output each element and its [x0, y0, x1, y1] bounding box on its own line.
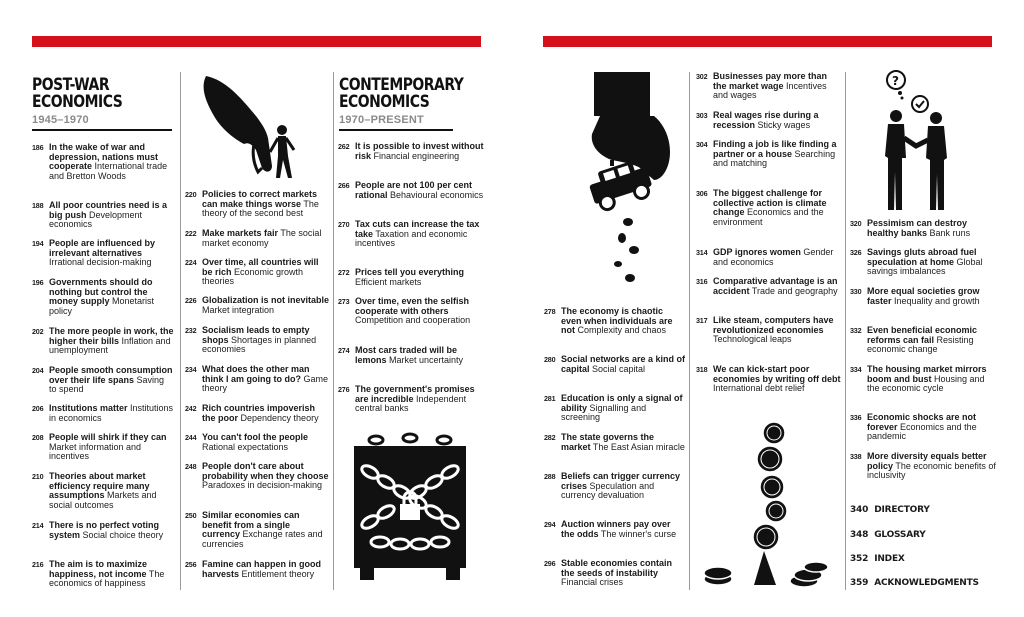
entry-text [185, 462, 330, 491]
page-number: 188 [32, 201, 44, 210]
entry-text [338, 297, 486, 326]
page-number: 274 [338, 346, 350, 355]
entry-subtitle: Institutions in economics [49, 403, 174, 423]
entry-title: Even beneficial economic reforms can fail [867, 325, 978, 345]
backmatter-label: ACKNOWLEDGMENTS [874, 578, 979, 588]
entry-subtitle: Financial engineering [373, 150, 460, 161]
page-number: 194 [32, 239, 44, 248]
page-number: 330 [850, 287, 862, 296]
section-rule [339, 129, 453, 131]
page-number: 336 [850, 413, 862, 422]
page-number: 306 [696, 189, 708, 198]
entry-text [696, 277, 841, 296]
page-number: 262 [338, 142, 350, 151]
entry-text [338, 268, 486, 287]
entry-subtitle: The theory of the second best [202, 198, 319, 219]
contents-entry[interactable] [32, 327, 174, 356]
entry-subtitle: Rational expectations [202, 441, 289, 452]
entry-title: Beliefs can trigger currency crises [561, 471, 681, 491]
contents-entry[interactable] [850, 326, 998, 355]
entry-subtitle: Economics and the environment [713, 207, 824, 227]
entry-subtitle: Inflation and unemployment [49, 335, 171, 356]
contents-entry[interactable] [32, 433, 174, 462]
backmatter-entry[interactable] [850, 505, 930, 515]
entry-text [850, 326, 998, 355]
handshake-illustration [880, 68, 952, 214]
entry-subtitle: Economic growth theories [202, 266, 304, 287]
page-number: 234 [185, 365, 197, 374]
entry-title: Institutions matter [49, 403, 128, 413]
entry-text [696, 316, 841, 345]
entry-subtitle: Saving to spend [49, 374, 165, 395]
entry-subtitle: Resisting economic change [867, 334, 974, 355]
page-number: 318 [696, 365, 708, 374]
entry-text [32, 366, 174, 395]
page-number: 314 [696, 248, 708, 257]
page-number: 210 [32, 472, 44, 481]
entry-text [32, 433, 174, 462]
contents-entry[interactable] [185, 511, 330, 549]
entry-subtitle: International trade and Bretton Woods [49, 161, 168, 181]
entry-text [850, 248, 998, 277]
contents-entry[interactable] [696, 111, 841, 130]
entry-title: Over time, all countries will be rich [202, 257, 319, 277]
page-number: 208 [32, 433, 44, 442]
entry-text [850, 219, 998, 238]
contents-entry[interactable] [185, 404, 330, 423]
page-number: 282 [544, 433, 556, 442]
contents-entry[interactable] [338, 142, 486, 161]
page-number: 302 [696, 72, 708, 81]
entry-text [544, 559, 686, 588]
page-number: 244 [185, 433, 197, 442]
contents-entry[interactable] [338, 268, 486, 287]
entry-subtitle: Gender and economics [713, 247, 834, 267]
entry-title: The housing market mirrors boom and bust [867, 364, 987, 384]
entry-subtitle: Signalling and screening [561, 402, 647, 423]
backmatter-entry[interactable] [850, 554, 905, 564]
contents-entry[interactable] [850, 248, 998, 277]
entry-title: There is no perfect voting system [49, 520, 160, 540]
entry-title: The state governs the market [561, 432, 655, 452]
entry-text [850, 287, 998, 306]
backmatter-entry[interactable] [850, 578, 979, 588]
entry-subtitle: Searching and matching [713, 148, 836, 169]
entry-title: Similar economies can benefit from a single currency [202, 510, 300, 540]
page-number: 296 [544, 559, 556, 568]
page-number: 359 [850, 578, 869, 588]
entry-text [544, 355, 686, 374]
entry-subtitle: Paradoxes in decision-making [202, 480, 323, 491]
page-number: 250 [185, 511, 197, 520]
entry-subtitle: Competition and cooperation [355, 315, 471, 326]
entry-subtitle: The economics of happiness [49, 568, 165, 589]
page-number: 226 [185, 296, 197, 305]
contents-entry[interactable] [185, 462, 330, 491]
entry-subtitle: The East Asian miracle [592, 441, 685, 452]
section-title-contemporary: CONTEMPORARY ECONOMICS [339, 75, 464, 112]
section-years-postwar: 1945–1970 [32, 114, 89, 126]
entry-title: We can kick-start poor economies by writing off debt [713, 364, 841, 384]
entry-title: Over time, even the selfish cooperate with others [355, 296, 470, 316]
entry-subtitle: Trade and geography [751, 285, 838, 296]
entry-title: Stable economies contain the seeds of instability [561, 558, 673, 578]
entry-subtitle: Speculation and currency devaluation [561, 480, 655, 501]
entry-text [338, 181, 486, 200]
contents-entry[interactable] [544, 472, 686, 501]
entry-subtitle: Market information and incentives [49, 441, 142, 462]
entry-title: What does the other man think I am going to do? [202, 364, 310, 384]
page-number: 248 [185, 462, 197, 471]
entry-subtitle: Dependency theory [240, 412, 319, 423]
page-number: 273 [338, 297, 350, 306]
contents-entry[interactable] [32, 278, 174, 316]
page-number: 320 [850, 219, 862, 228]
contents-entry[interactable] [185, 296, 330, 315]
contents-entry[interactable] [185, 190, 330, 219]
contents-entry[interactable] [850, 413, 998, 442]
entry-title: In the wake of war and depression, nations must cooperate [49, 142, 159, 172]
entry-title: People smooth consumption over their life spans [49, 365, 173, 385]
stacked-coins-illustration [698, 415, 836, 590]
entry-text [544, 394, 686, 423]
page-number: 276 [338, 385, 350, 394]
page-number: 216 [32, 560, 44, 569]
page-number: 222 [185, 229, 197, 238]
entry-title: All poor countries need is a big push [49, 200, 168, 220]
entry-title: Tax cuts can increase the tax take [355, 219, 480, 239]
entry-title: Theories about market efficiency require many assumptions [49, 471, 150, 501]
entry-subtitle: Monetarist policy [49, 296, 155, 316]
entry-subtitle: Market integration [202, 304, 275, 315]
entry-text [850, 365, 998, 394]
entry-text [338, 385, 486, 414]
contents-entry[interactable] [696, 277, 841, 296]
contents-entry[interactable] [696, 72, 841, 101]
entry-text [185, 326, 330, 355]
backmatter-label: DIRECTORY [874, 505, 930, 515]
contents-entry[interactable] [185, 326, 330, 355]
entry-subtitle: Technological leaps [713, 334, 792, 345]
contents-entry[interactable] [338, 220, 486, 249]
entry-text [544, 472, 686, 501]
entry-text [696, 189, 841, 227]
page-number: 294 [544, 520, 556, 529]
section-title-postwar: POST-WAR ECONOMICS [32, 75, 123, 112]
contents-entry[interactable] [185, 365, 330, 394]
backmatter-entry[interactable] [850, 530, 926, 540]
contents-entry[interactable] [850, 365, 998, 394]
entry-text [696, 111, 841, 130]
entry-title: Famine can happen in good harvests [202, 559, 322, 579]
entry-title: Social networks are a kind of capital [561, 354, 686, 374]
entry-title: Socialism leads to empty shops [202, 325, 310, 345]
entry-subtitle: Markets and social outcomes [49, 490, 157, 510]
entry-title: The aim is to maximize happiness, not income [49, 559, 148, 579]
entry-subtitle: Global savings imbalances [867, 256, 983, 277]
entry-title: More diversity equals better policy [867, 451, 987, 471]
entry-text [696, 365, 841, 394]
entry-title: Auction winners pay over the odds [561, 519, 671, 539]
entry-title: More equal societies grow faster [867, 286, 980, 306]
page-number: 202 [32, 327, 44, 336]
entry-title: The government's promises are incredible [355, 384, 475, 404]
contents-entry[interactable] [544, 355, 686, 374]
entry-title: People are not 100 per cent rational [355, 180, 473, 200]
entry-text [185, 296, 330, 315]
contents-entry[interactable] [185, 229, 330, 248]
contents-entry[interactable] [32, 201, 174, 230]
entry-text [696, 140, 841, 169]
entry-title: Like steam, computers have revolutionized economies [713, 315, 834, 335]
contents-entry[interactable] [544, 394, 686, 423]
backmatter-label: INDEX [874, 554, 905, 564]
entry-text [850, 452, 998, 481]
contents-entry[interactable] [850, 287, 998, 306]
entry-subtitle: Behavioural economics [390, 189, 484, 200]
page-number: 232 [185, 326, 197, 335]
page-number: 332 [850, 326, 862, 335]
entry-subtitle: Efficient markets [355, 276, 422, 287]
entry-text [185, 433, 330, 452]
page-number: 196 [32, 278, 44, 287]
entry-title: Savings gluts abroad fuel speculation at home [867, 247, 977, 267]
entry-title: Rich countries impoverish the poor [202, 403, 316, 423]
backmatter-label: GLOSSARY [874, 530, 926, 540]
contents-entry[interactable] [850, 452, 998, 481]
entry-text [185, 511, 330, 549]
page-number: 272 [338, 268, 350, 277]
entry-title: Policies to correct markets can make things worse [202, 189, 318, 209]
entry-subtitle: Housing and the economic cycle [867, 373, 985, 394]
entry-title: Pessimism can destroy healthy banks [867, 218, 968, 238]
left-page-red-bar [32, 36, 481, 47]
entry-title: Globalization is not inevitable [202, 295, 330, 305]
entry-subtitle: Social capital [592, 363, 646, 374]
page-number: 317 [696, 316, 708, 325]
contents-entry[interactable] [32, 404, 174, 423]
entry-text [544, 433, 686, 452]
entry-text [32, 327, 174, 356]
contents-entry[interactable] [32, 239, 174, 268]
entry-text [32, 201, 174, 230]
entry-title: People will shirk if they can [49, 432, 167, 442]
page-number: 281 [544, 394, 556, 403]
entry-title: Education is only a signal of ability [561, 393, 683, 413]
entry-text [32, 472, 174, 510]
entry-subtitle: Taxation and economic incentives [355, 228, 468, 249]
contents-entry[interactable] [338, 181, 486, 200]
entry-title: People don't care about probability when they choose [202, 461, 329, 481]
contents-entry[interactable] [338, 385, 486, 414]
contents-entry[interactable] [544, 559, 686, 588]
entry-subtitle: Incentives and wages [713, 80, 827, 101]
entry-subtitle: Complexity and chaos [577, 325, 667, 336]
contents-entry[interactable] [338, 297, 486, 326]
entry-subtitle: The economic benefits of inclusivity [867, 460, 996, 481]
entry-subtitle: Market uncertainty [389, 354, 464, 365]
column-divider [845, 72, 846, 590]
page-number: 303 [696, 111, 708, 120]
entry-title: Prices tell you everything [355, 267, 465, 277]
contents-entry[interactable] [696, 140, 841, 169]
entry-title: Finding a job is like finding a partner or a house [713, 139, 837, 159]
contents-entry[interactable] [185, 560, 330, 579]
entry-title: Economic shocks are not forever [867, 412, 977, 432]
page-number: 204 [32, 366, 44, 375]
svg-text:?: ? [892, 74, 899, 88]
contents-entry[interactable] [32, 366, 174, 395]
entry-title: GDP ignores women [713, 247, 801, 257]
entry-subtitle: Independent central banks [355, 393, 467, 414]
entry-text [185, 365, 330, 394]
page-number: 334 [850, 365, 862, 374]
hand-dropping-car-illustration [578, 68, 688, 288]
page-number: 304 [696, 140, 708, 149]
page-number: 326 [850, 248, 862, 257]
entry-subtitle: International debt relief [713, 383, 805, 394]
entry-subtitle: Game theory [202, 373, 329, 394]
entry-text [185, 258, 330, 287]
section-rule [32, 129, 172, 131]
entry-text [32, 560, 174, 589]
column-divider [689, 72, 690, 590]
entry-title: Real wages rise during a recession [713, 110, 819, 130]
page-number: 224 [185, 258, 197, 267]
entry-subtitle: Inequality and growth [894, 295, 980, 306]
entry-subtitle: Economics and the pandemic [867, 421, 977, 442]
entry-text [185, 190, 330, 219]
page-number: 338 [850, 452, 862, 461]
contents-entry[interactable] [544, 307, 686, 336]
chained-safe-illustration [340, 432, 480, 587]
contents-entry[interactable] [185, 258, 330, 287]
entry-subtitle: The winner's curse [600, 528, 677, 539]
entry-text [338, 142, 486, 161]
page-number: 316 [696, 277, 708, 286]
entry-text [185, 229, 330, 248]
entry-text [32, 404, 174, 423]
contents-entry[interactable] [544, 520, 686, 539]
page-number: 242 [185, 404, 197, 413]
entry-text [32, 278, 174, 316]
contents-entry[interactable] [544, 433, 686, 452]
entry-text [338, 220, 486, 249]
entry-text [32, 239, 174, 268]
page-number: 348 [850, 530, 869, 540]
contents-entry[interactable] [696, 189, 841, 227]
entry-title: People are influenced by irrelevant alternatives [49, 238, 156, 258]
entry-text [696, 248, 841, 267]
entry-subtitle: Bank runs [929, 227, 971, 238]
contents-entry[interactable] [32, 143, 174, 181]
entry-text [32, 143, 174, 181]
entry-subtitle: Development economics [49, 209, 143, 230]
contents-entry[interactable] [696, 365, 841, 394]
entry-subtitle: Social choice theory [82, 529, 164, 540]
page-number: 266 [338, 181, 350, 190]
entry-title: The more people in work, the higher their bills [49, 326, 174, 346]
page-number: 206 [32, 404, 44, 413]
entry-title: You can't fool the people [202, 432, 308, 442]
column-divider [180, 72, 181, 590]
entry-text [544, 520, 686, 539]
entry-subtitle: Shortages in planned economies [202, 334, 317, 355]
page-number: 214 [32, 521, 44, 530]
entry-text [338, 346, 486, 365]
entry-text [850, 413, 998, 442]
page-number: 352 [850, 554, 869, 564]
contents-entry[interactable] [696, 316, 841, 345]
contents-entry[interactable] [32, 560, 174, 589]
entry-subtitle: The social market economy [202, 228, 322, 248]
contents-entry[interactable] [338, 346, 486, 365]
page-number: 278 [544, 307, 556, 316]
entry-subtitle: Sticky wages [757, 119, 811, 130]
contents-entry[interactable] [32, 472, 174, 510]
column-divider [333, 72, 334, 590]
contents-entry[interactable] [850, 219, 998, 238]
section-years-contemporary: 1970–PRESENT [339, 114, 424, 126]
entry-text [696, 72, 841, 101]
entry-text [185, 560, 330, 579]
right-page-red-bar [543, 36, 992, 47]
page-number: 186 [32, 143, 44, 152]
entry-subtitle: Financial crises [561, 577, 624, 588]
page-number: 256 [185, 560, 197, 569]
contents-entry[interactable] [185, 433, 330, 452]
hand-holding-man-illustration [196, 68, 316, 188]
entry-title: It is possible to invest without risk [355, 141, 484, 161]
entry-title: Make markets fair [202, 228, 279, 238]
entry-title: The biggest challenge for collective action is climate change [713, 188, 827, 218]
entry-subtitle: Irrational decision-making [49, 257, 152, 268]
entry-title: The economy is chaotic even when individuals are not [561, 306, 673, 336]
contents-entry[interactable] [696, 248, 841, 267]
page-number: 220 [185, 190, 197, 199]
entry-subtitle: Exchange rates and currencies [202, 529, 323, 549]
entry-title: Governments should do nothing but control the money supply [49, 277, 153, 307]
entry-text [544, 307, 686, 336]
entry-title: Comparative advantage is an accident [713, 276, 838, 296]
entry-text [185, 404, 330, 423]
entry-subtitle: Entitlement theory [241, 568, 315, 579]
entry-text [32, 521, 174, 540]
page-number: 280 [544, 355, 556, 364]
page-number: 288 [544, 472, 556, 481]
page-number: 270 [338, 220, 350, 229]
entry-title: Businesses pay more than the market wage [713, 71, 828, 91]
page-number: 340 [850, 505, 869, 515]
contents-entry[interactable] [32, 521, 174, 540]
entry-title: Most cars traded will be lemons [355, 345, 458, 365]
